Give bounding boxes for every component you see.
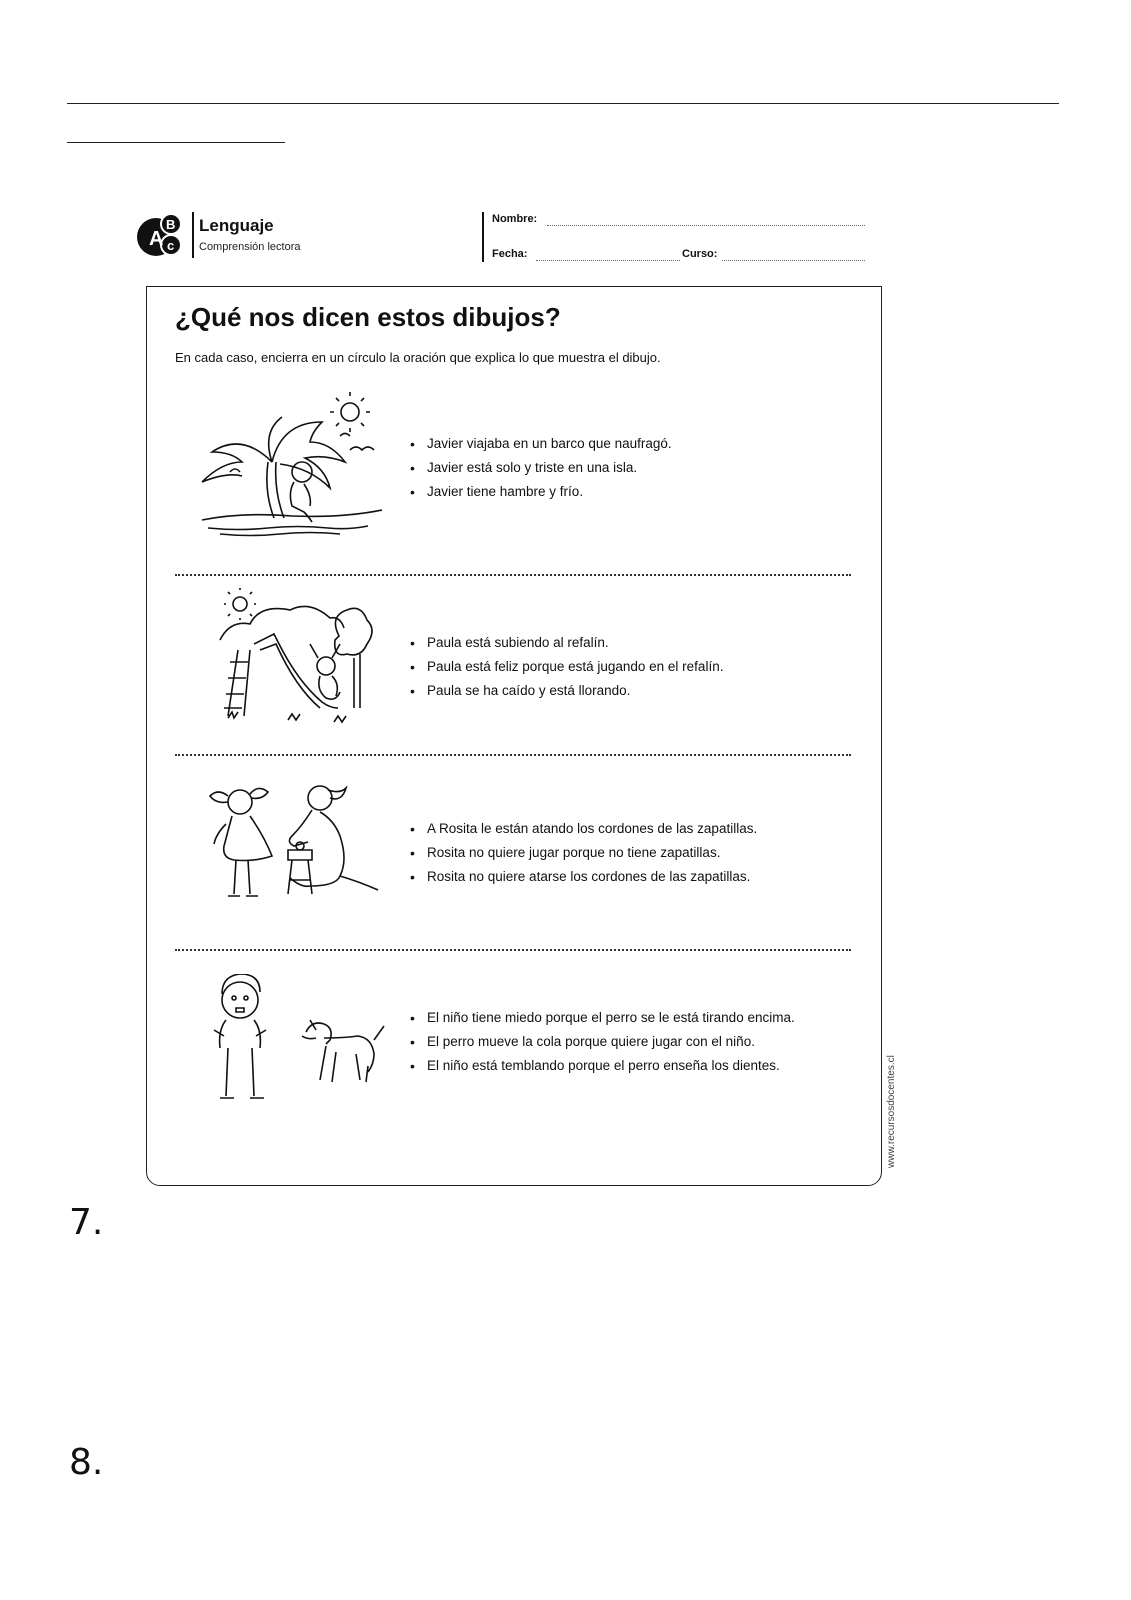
abc-logo-icon [136, 212, 182, 258]
option[interactable]: • El perro mueve la cola porque quiere jugar con el niño. [410, 1030, 795, 1054]
answer-line [67, 103, 1059, 104]
item-2-options [410, 631, 723, 703]
item-separator [175, 949, 851, 951]
answer-line-short [67, 142, 285, 143]
name-label: Nombre: [492, 213, 538, 225]
worksheet-title: ¿Qué nos dicen estos dibujos? [175, 302, 561, 332]
shoelace-icon [196, 780, 396, 920]
boy-dog-icon [206, 974, 386, 1114]
svg-text:A: A [149, 228, 164, 250]
header-divider [192, 212, 194, 258]
subject-title: Lenguaje [199, 216, 274, 235]
option[interactable]: • Javier viajaba en un barco que naufragó. [410, 432, 672, 456]
question-number: 8. [69, 1442, 104, 1483]
option[interactable]: • El niño tiene miedo porque el perro se le está tirando encima. [410, 1006, 795, 1030]
option[interactable]: • Paula se ha caído y está llorando. [410, 679, 723, 703]
question-number: 7. [69, 1202, 104, 1243]
svg-text:c: c [167, 238, 175, 253]
svg-text:B: B [166, 217, 176, 232]
option[interactable]: • Paula está feliz porque está jugando en el refalín. [410, 655, 723, 679]
subject-subtitle: Comprensión lectora [199, 241, 301, 253]
item-4-options [410, 1006, 795, 1078]
island-boy-icon [200, 392, 390, 548]
course-field[interactable] [722, 260, 865, 261]
slide-girl-icon [214, 588, 384, 740]
item-3-options [410, 817, 757, 889]
item-1-options [410, 432, 672, 504]
worksheet-instructions: En cada caso, encierra en un círculo la oración que explica lo que muestra el dibujo. [175, 350, 661, 365]
option[interactable]: • A Rosita le están atando los cordones de las zapatillas. [410, 817, 757, 841]
date-field[interactable] [536, 260, 680, 261]
option[interactable]: • Paula está subiendo al refalín. [410, 631, 723, 655]
course-label: Curso: [682, 248, 718, 260]
option[interactable]: • El niño está temblando porque el perro enseña los dientes. [410, 1054, 795, 1078]
item-separator [175, 754, 851, 756]
watermark: www.recursosdocentes.cl [886, 1055, 897, 1168]
option[interactable]: • Rosita no quiere atarse los cordones de las zapatillas. [410, 865, 757, 889]
item-separator [175, 574, 851, 576]
date-label: Fecha: [492, 248, 528, 260]
option[interactable]: • Javier está solo y triste en una isla. [410, 456, 672, 480]
option[interactable]: • Rosita no quiere jugar porque no tiene zapatillas. [410, 841, 757, 865]
option[interactable]: • Javier tiene hambre y frío. [410, 480, 672, 504]
name-field[interactable] [547, 225, 865, 226]
fields-divider [482, 212, 484, 262]
